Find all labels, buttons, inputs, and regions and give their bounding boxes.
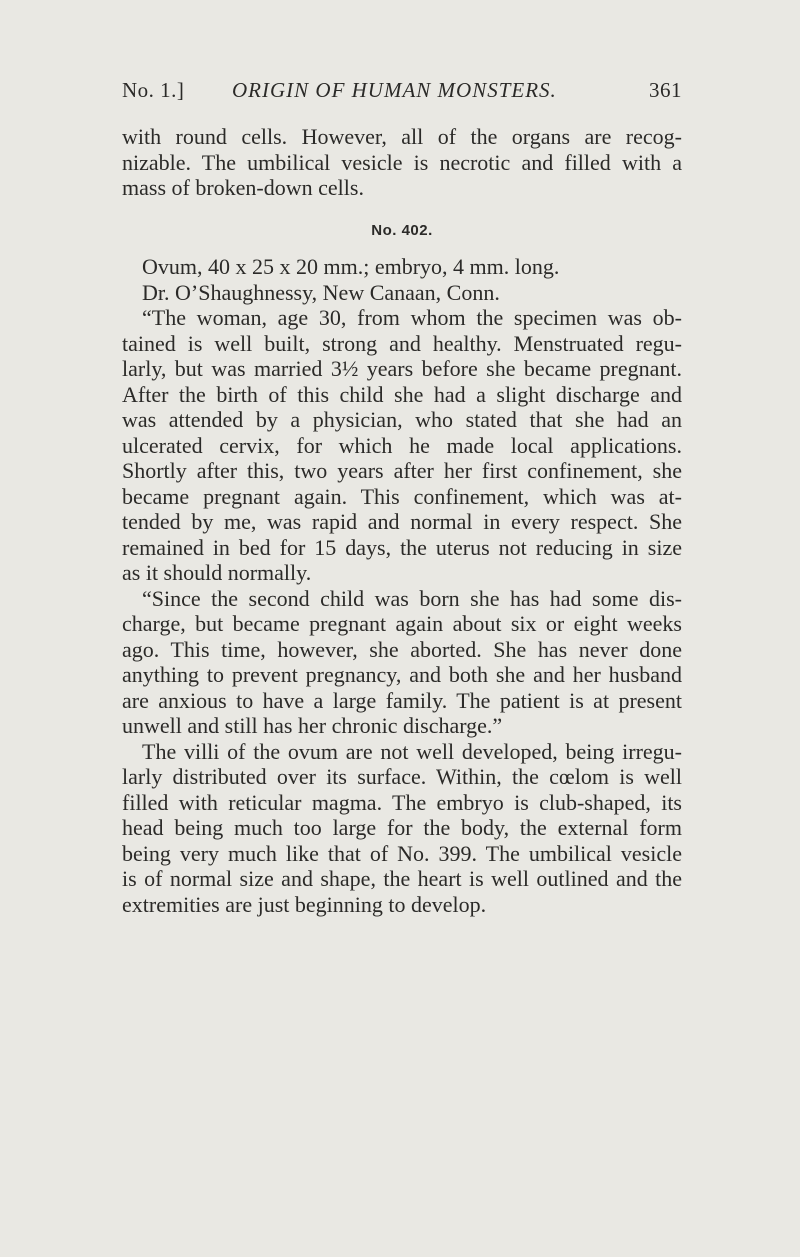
text-line: remained in bed for 15 days, the uterus not reducing in size [122, 534, 682, 560]
case-history-paragraph-2 [122, 586, 682, 739]
text-line: Ovum, 40 x 25 x 20 mm.; embryo, 4 mm. long. [142, 254, 560, 279]
page-number: 361 [649, 78, 682, 102]
text-line: became pregnant again. This confinement, which was at- [122, 483, 682, 509]
text-line: nizable. The umbilical vesicle is necrotic and filled with a [122, 149, 682, 175]
text-line: head being much too large for the body, the external form [122, 815, 682, 840]
text-line: The villi of the ovum are not well developed, being irregu- [142, 738, 682, 764]
text-line: ulcerated cervix, for which he made local applications. [122, 432, 682, 458]
running-head-title: ORIGIN OF HUMAN MONSTERS. [232, 78, 557, 102]
text-line: mass of broken-down cells. [122, 175, 364, 200]
text-line: being very much like that of No. 399. The umbilical vesicle [122, 840, 682, 866]
text-line: Dr. O’Shaughnessy, New Canaan, Conn. [142, 279, 500, 305]
running-head [122, 78, 682, 108]
text-line: larly, but was married 3½ years before she became pregnant. [122, 356, 682, 381]
text-line: larly distributed over its surface. Within, the cœlom is well [122, 764, 682, 789]
text-line: charge, but became pregnant again about six or eight weeks [122, 611, 682, 636]
specimen-description-paragraph [122, 739, 682, 918]
text-line: ago. This time, however, she aborted. She has never done [122, 636, 682, 662]
text-line: Shortly after this, two years after her first confinement, she [122, 458, 682, 483]
lead-paragraph [122, 124, 682, 201]
text-line: extremities are just beginning to develop. [122, 891, 487, 917]
specimen-details-paragraph [122, 254, 682, 305]
text-line: filled with reticular magma. The embryo is club-shaped, its [122, 789, 682, 815]
text-line: was attended by a physician, who stated that she had an [122, 407, 682, 432]
text-line: After the birth of this child she had a slight discharge and [122, 381, 682, 407]
text-line: anything to prevent pregnancy, and both she and her husband [122, 662, 682, 687]
text-line: unwell and still has her chronic discharge.” [122, 713, 503, 738]
text-line: is of normal size and shape, the heart is well outlined and the [122, 866, 682, 891]
body-text [122, 124, 682, 917]
section-heading: No. 402. [371, 221, 433, 239]
text-line: “The woman, age 30, from whom the specimen was ob- [142, 305, 682, 330]
case-history-paragraph-1 [122, 305, 682, 586]
text-line: tained is well built, strong and healthy. Menstruated regu- [122, 330, 682, 356]
text-line: are anxious to have a large family. The patient is at present [122, 687, 682, 713]
text-line: as it should normally. [122, 560, 312, 585]
text-line: “Since the second child was born she has had some dis- [142, 585, 682, 611]
text-line: with round cells. However, all of the organs are recog- [122, 124, 682, 149]
text-line: tended by me, was rapid and normal in every respect. She [122, 509, 682, 534]
running-head-volume: No. 1.] [122, 78, 185, 102]
